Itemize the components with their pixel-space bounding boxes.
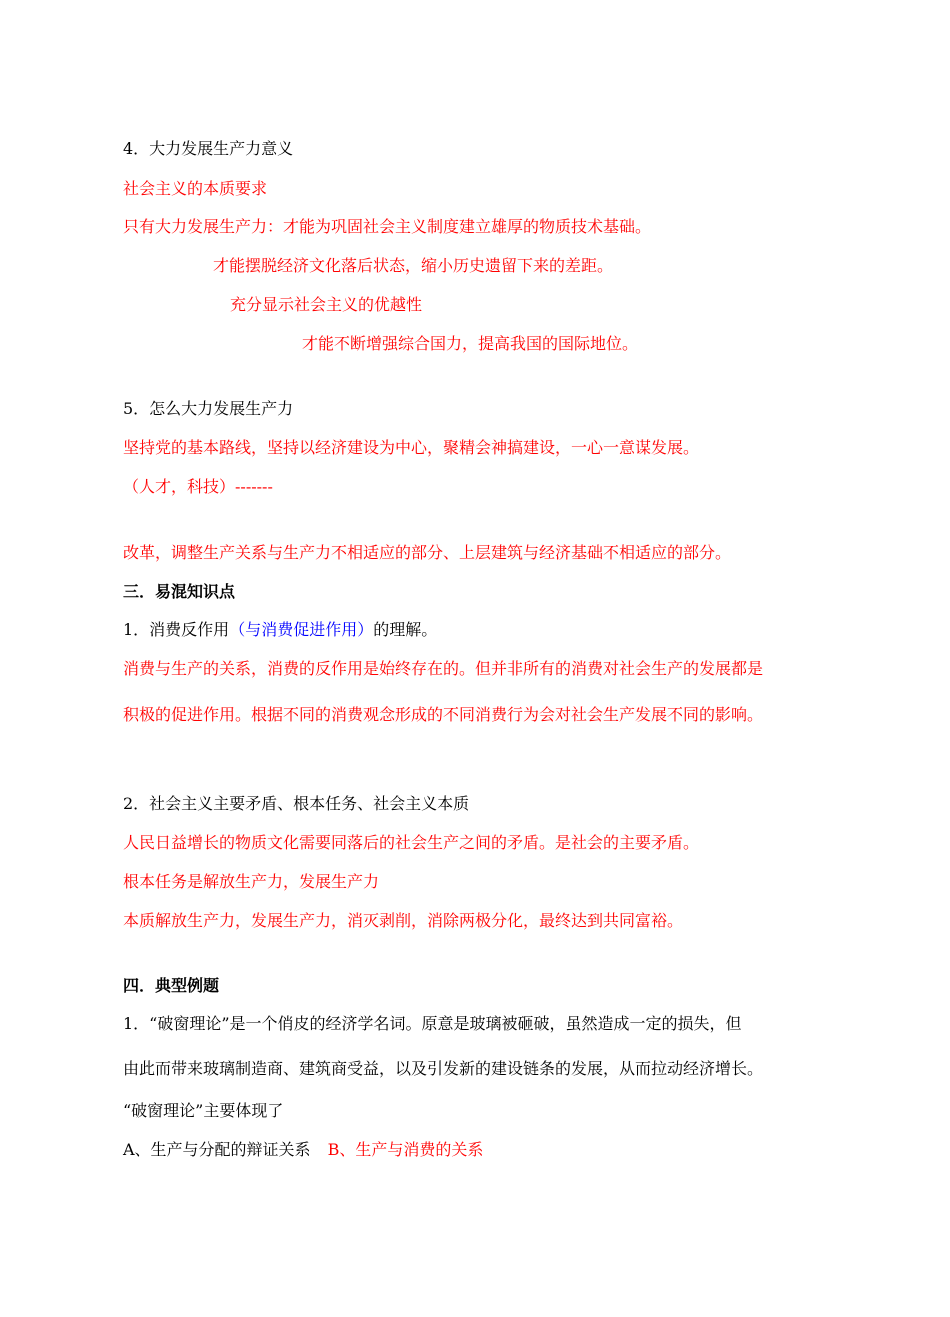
- answer-line: 充分显示社会主义的优越性: [230, 295, 423, 314]
- example-paragraph-line: 由此而带来玻璃制造商、建筑商受益，以及引发新的建设链条的发展，从而拉动经济增长。: [123, 1059, 764, 1078]
- example-question: “破窗理论”主要体现了: [123, 1101, 284, 1120]
- answer-line: （人才，科技）-------: [123, 477, 273, 496]
- question-1-prefix: 1．消费反作用: [123, 620, 230, 639]
- answer-line: 人民日益增长的物质文化需要同落后的社会生产之间的矛盾。是社会的主要矛盾。: [123, 833, 700, 852]
- question-2: 2．社会主义主要矛盾、根本任务、社会主义本质: [123, 794, 470, 813]
- answer-line: 才能摆脱经济文化落后状态，缩小历史遗留下来的差距。: [213, 256, 614, 275]
- question-1-suffix: 的理解。: [373, 620, 438, 639]
- answer-line: 积极的促进作用。根据不同的消费观念形成的不同消费行为会对社会生产发展不同的影响。: [123, 705, 764, 724]
- answer-line: 才能不断增强综合国力，提高我国的国际地位。: [302, 334, 639, 353]
- answer-line: 坚持党的基本路线，坚持以经济建设为中心，聚精会神搞建设，一心一意谋发展。: [123, 438, 700, 457]
- question-1-note: （与消费促进作用）: [229, 620, 374, 639]
- answer-line: 根本任务是解放生产力，发展生产力: [123, 872, 380, 891]
- answer-line: 改革，调整生产关系与生产力不相适应的部分、上层建筑与经济基础不相适应的部分。: [123, 543, 732, 562]
- example-paragraph-line: 1．“破窗理论”是一个俏皮的经济学名词。原意是玻璃被砸破，虽然造成一定的损失，但: [123, 1014, 742, 1033]
- answer-line: 本质解放生产力，发展生产力，消灭剥削，消除两极分化，最终达到共同富裕。: [123, 911, 684, 930]
- section-3-title: 三．易混知识点: [123, 582, 236, 601]
- option-b: B、生产与消费的关系: [327, 1140, 484, 1159]
- section-5-heading: 5．怎么大力发展生产力: [123, 399, 294, 418]
- section-4-title: 四．典型例题: [123, 976, 220, 995]
- option-a: A、生产与分配的辩证关系: [123, 1140, 311, 1159]
- answer-line: 消费与生产的关系，消费的反作用是始终存在的。但并非所有的消费对社会生产的发展都是: [123, 659, 764, 678]
- answer-line: 只有大力发展生产力：才能为巩固社会主义制度建立雄厚的物质技术基础。: [123, 217, 652, 236]
- answer-line: 社会主义的本质要求: [123, 179, 268, 198]
- section-4-heading: 4．大力发展生产力意义: [123, 139, 294, 158]
- question-1: [123, 619, 437, 641]
- options-line: [123, 1139, 483, 1161]
